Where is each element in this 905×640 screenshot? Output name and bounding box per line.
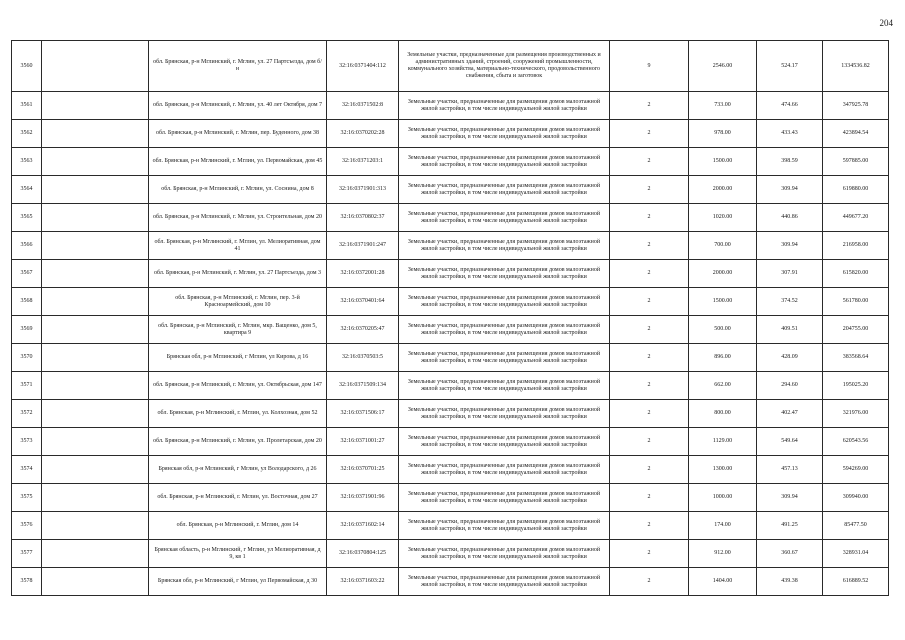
- specific-value-cell: 457.13: [757, 456, 823, 484]
- cadastral-value-cell: 321976.00: [823, 400, 889, 428]
- cadastral-number-cell: 32:16:0370701:25: [327, 456, 399, 484]
- empty-cell: [42, 92, 149, 120]
- table-row: [12, 344, 889, 372]
- row-number: 3568: [12, 288, 42, 316]
- address-cell: обл. Брянская, р-н Мглинский, г. Мглин, ул. Первомайская, дом 45: [149, 148, 327, 176]
- table-row: [12, 540, 889, 568]
- cadastral-value-cell: 616889.52: [823, 568, 889, 596]
- area-cell: 896.00: [689, 344, 757, 372]
- specific-value-cell: 428.09: [757, 344, 823, 372]
- table-row: [12, 148, 889, 176]
- row-number: 3565: [12, 204, 42, 232]
- cadastral-number-cell: 32:16:0370804:125: [327, 540, 399, 568]
- table-row: [12, 512, 889, 540]
- empty-cell: [42, 400, 149, 428]
- empty-cell: [42, 484, 149, 512]
- area-cell: 1500.00: [689, 148, 757, 176]
- land-use-cell: Земельные участки, предназначенные для размещения домов малоэтажной жилой застройки, в том числе индивидуальной жилой застройки: [399, 484, 610, 512]
- land-use-cell: Земельные участки, предназначенные для размещения производственных и административных зданий, строений, сооружений промышленности, коммунального хозяйства, материально-технического, продовольственного снабжения, сбыта и заготовок: [399, 41, 610, 92]
- table-row: [12, 176, 889, 204]
- land-use-cell: Земельные участки, предназначенные для размещения домов малоэтажной жилой застройки, в том числе индивидуальной жилой застройки: [399, 288, 610, 316]
- empty-cell: [42, 41, 149, 92]
- group-cell: 2: [610, 428, 689, 456]
- specific-value-cell: 409.51: [757, 316, 823, 344]
- area-cell: 2546.00: [689, 41, 757, 92]
- table-row: [12, 288, 889, 316]
- land-use-cell: Земельные участки, предназначенные для размещения домов малоэтажной жилой застройки, в том числе индивидуальной жилой застройки: [399, 176, 610, 204]
- empty-cell: [42, 344, 149, 372]
- row-number: 3561: [12, 92, 42, 120]
- row-number: 3569: [12, 316, 42, 344]
- row-number: 3567: [12, 260, 42, 288]
- cadastral-value-cell: 347925.78: [823, 92, 889, 120]
- area-cell: 2000.00: [689, 260, 757, 288]
- cadastral-number-cell: 32:16:0371001:27: [327, 428, 399, 456]
- address-cell: Брянская обл, р-н Мглинский, г Мглин, ул Володарского, д 26: [149, 456, 327, 484]
- table-row: [12, 260, 889, 288]
- cadastral-number-cell: 32:16:0371603:22: [327, 568, 399, 596]
- address-cell: обл. Брянская, р-н Мглинский, г. Мглин, пер. 3-й Красноармейский, дом 10: [149, 288, 327, 316]
- address-cell: обл. Брянская, р-н Мглинский, г. Мглин, ул. Пролетарская, дом 20: [149, 428, 327, 456]
- land-use-cell: Земельные участки, предназначенные для размещения домов малоэтажной жилой застройки, в том числе индивидуальной жилой застройки: [399, 148, 610, 176]
- page-number: 204: [879, 18, 893, 28]
- area-cell: 912.00: [689, 540, 757, 568]
- table-row: [12, 232, 889, 260]
- address-cell: обл. Брянская, р-н Мглинский, г. Мглин, мкр. Ващенко, дом 5, квартира 9: [149, 316, 327, 344]
- specific-value-cell: 309.94: [757, 484, 823, 512]
- address-cell: обл. Брянская, р-н Мглинский, г. Мглин, дом 14: [149, 512, 327, 540]
- specific-value-cell: 524.17: [757, 41, 823, 92]
- cadastral-value-cell: 216958.00: [823, 232, 889, 260]
- cadastral-value-cell: 1334536.82: [823, 41, 889, 92]
- empty-cell: [42, 288, 149, 316]
- row-number: 3571: [12, 372, 42, 400]
- area-cell: 2000.00: [689, 176, 757, 204]
- empty-cell: [42, 148, 149, 176]
- cadastral-number-cell: 32:16:0371506:17: [327, 400, 399, 428]
- row-number: 3577: [12, 540, 42, 568]
- area-cell: 1300.00: [689, 456, 757, 484]
- address-cell: обл. Брянская, р-н Мглинский, г. Мглин, ул. Колхозная, дом 52: [149, 400, 327, 428]
- address-cell: Брянская область, р-н Мглинский, г Мглин, ул Мелиоративная, д 9, кв 1: [149, 540, 327, 568]
- row-number: 3572: [12, 400, 42, 428]
- area-cell: 1129.00: [689, 428, 757, 456]
- cadastral-number-cell: 32:16:0370205:47: [327, 316, 399, 344]
- cadastral-value-cell: 615820.00: [823, 260, 889, 288]
- group-cell: 2: [610, 176, 689, 204]
- cadastral-number-cell: 32:16:0371901:96: [327, 484, 399, 512]
- table-row: [12, 428, 889, 456]
- group-cell: 2: [610, 512, 689, 540]
- area-cell: 1500.00: [689, 288, 757, 316]
- specific-value-cell: 549.64: [757, 428, 823, 456]
- cadastral-value-cell: 449677.20: [823, 204, 889, 232]
- cadastral-number-cell: 32:16:0371404:112: [327, 41, 399, 92]
- area-cell: 1404.00: [689, 568, 757, 596]
- cadastral-value-cell: 423894.54: [823, 120, 889, 148]
- cadastral-value-cell: 195025.20: [823, 372, 889, 400]
- specific-value-cell: 433.43: [757, 120, 823, 148]
- land-use-cell: Земельные участки, предназначенные для размещения домов малоэтажной жилой застройки, в том числе индивидуальной жилой застройки: [399, 92, 610, 120]
- table-row: [12, 400, 889, 428]
- area-cell: 662.00: [689, 372, 757, 400]
- group-cell: 2: [610, 204, 689, 232]
- cadastral-value-cell: 620543.56: [823, 428, 889, 456]
- group-cell: 2: [610, 92, 689, 120]
- cadastral-value-cell: 619880.00: [823, 176, 889, 204]
- cadastral-value-cell: 85477.50: [823, 512, 889, 540]
- address-cell: обл. Брянская, р-н Мглинский, г. Мглин, ул. 27 Партсъезда, дом 3: [149, 260, 327, 288]
- empty-cell: [42, 176, 149, 204]
- group-cell: 2: [610, 232, 689, 260]
- land-use-cell: Земельные участки, предназначенные для размещения домов малоэтажной жилой застройки, в том числе индивидуальной жилой застройки: [399, 372, 610, 400]
- specific-value-cell: 491.25: [757, 512, 823, 540]
- group-cell: 2: [610, 540, 689, 568]
- land-use-cell: Земельные участки, предназначенные для размещения домов малоэтажной жилой застройки, в том числе индивидуальной жилой застройки: [399, 568, 610, 596]
- table-row: [12, 92, 889, 120]
- row-number: 3576: [12, 512, 42, 540]
- row-number: 3562: [12, 120, 42, 148]
- specific-value-cell: 439.38: [757, 568, 823, 596]
- row-number: 3563: [12, 148, 42, 176]
- group-cell: 2: [610, 484, 689, 512]
- group-cell: 2: [610, 260, 689, 288]
- cadastral-value-cell: 594269.00: [823, 456, 889, 484]
- area-cell: 700.00: [689, 232, 757, 260]
- table-row: [12, 204, 889, 232]
- specific-value-cell: 294.60: [757, 372, 823, 400]
- area-cell: 978.00: [689, 120, 757, 148]
- table-row: [12, 372, 889, 400]
- cadastral-number-cell: 32:16:0371509:134: [327, 372, 399, 400]
- cadastral-number-cell: 32:16:0371901:313: [327, 176, 399, 204]
- cadastral-value-cell: 204755.00: [823, 316, 889, 344]
- row-number: 3566: [12, 232, 42, 260]
- specific-value-cell: 374.52: [757, 288, 823, 316]
- group-cell: 2: [610, 316, 689, 344]
- specific-value-cell: 309.94: [757, 176, 823, 204]
- row-number: 3560: [12, 41, 42, 92]
- group-cell: 2: [610, 120, 689, 148]
- cadastral-number-cell: 32:16:0372001:28: [327, 260, 399, 288]
- specific-value-cell: 360.67: [757, 540, 823, 568]
- area-cell: 174.00: [689, 512, 757, 540]
- land-use-cell: Земельные участки, предназначенные для размещения домов малоэтажной жилой застройки, в том числе индивидуальной жилой застройки: [399, 120, 610, 148]
- address-cell: обл. Брянская, р-н Мглинский, г. Мглин, пер. Буденного, дом 38: [149, 120, 327, 148]
- land-use-cell: Земельные участки, предназначенные для размещения домов малоэтажной жилой застройки, в том числе индивидуальной жилой застройки: [399, 428, 610, 456]
- cadastral-value-cell: 383568.64: [823, 344, 889, 372]
- cadastral-number-cell: 32:16:0371901:247: [327, 232, 399, 260]
- table-row: [12, 456, 889, 484]
- area-cell: 800.00: [689, 400, 757, 428]
- group-cell: 2: [610, 288, 689, 316]
- land-use-cell: Земельные участки, предназначенные для размещения домов малоэтажной жилой застройки, в том числе индивидуальной жилой застройки: [399, 344, 610, 372]
- area-cell: 1000.00: [689, 484, 757, 512]
- specific-value-cell: 402.47: [757, 400, 823, 428]
- cadastral-value-cell: 561780.00: [823, 288, 889, 316]
- cadastral-number-cell: 32:16:0370401:64: [327, 288, 399, 316]
- land-registry-table: [11, 40, 889, 596]
- row-number: 3570: [12, 344, 42, 372]
- cadastral-value-cell: 597885.00: [823, 148, 889, 176]
- group-cell: 2: [610, 400, 689, 428]
- empty-cell: [42, 512, 149, 540]
- row-number: 3574: [12, 456, 42, 484]
- group-cell: 2: [610, 568, 689, 596]
- cadastral-number-cell: 32:16:0370503:5: [327, 344, 399, 372]
- table-row: [12, 120, 889, 148]
- cadastral-value-cell: 328931.04: [823, 540, 889, 568]
- address-cell: Брянская обл, р-н Мглинский, г Мглин, ул Кирова, д 16: [149, 344, 327, 372]
- address-cell: обл. Брянская, р-н Мглинский, г. Мглин, ул. Соснина, дом 8: [149, 176, 327, 204]
- land-use-cell: Земельные участки, предназначенные для размещения домов малоэтажной жилой застройки, в том числе индивидуальной жилой застройки: [399, 316, 610, 344]
- cadastral-number-cell: 32:16:0370802:37: [327, 204, 399, 232]
- land-use-cell: Земельные участки, предназначенные для размещения домов малоэтажной жилой застройки, в том числе индивидуальной жилой застройки: [399, 540, 610, 568]
- land-use-cell: Земельные участки, предназначенные для размещения домов малоэтажной жилой застройки, в том числе индивидуальной жилой застройки: [399, 456, 610, 484]
- row-number: 3573: [12, 428, 42, 456]
- table-row: [12, 568, 889, 596]
- area-cell: 733.00: [689, 92, 757, 120]
- empty-cell: [42, 456, 149, 484]
- specific-value-cell: 398.59: [757, 148, 823, 176]
- group-cell: 2: [610, 344, 689, 372]
- specific-value-cell: 309.94: [757, 232, 823, 260]
- empty-cell: [42, 204, 149, 232]
- empty-cell: [42, 540, 149, 568]
- group-cell: 2: [610, 148, 689, 176]
- land-use-cell: Земельные участки, предназначенные для размещения домов малоэтажной жилой застройки, в том числе индивидуальной жилой застройки: [399, 400, 610, 428]
- specific-value-cell: 440.86: [757, 204, 823, 232]
- address-cell: обл. Брянская, р-н Мглинский, г. Мглин, ул. 40 лет Октября, дом 7: [149, 92, 327, 120]
- cadastral-number-cell: 32:16:0371502:8: [327, 92, 399, 120]
- empty-cell: [42, 120, 149, 148]
- row-number: 3564: [12, 176, 42, 204]
- address-cell: обл. Брянская, р-н Мглинский, г. Мглин, ул. 27 Партсъезда, дом б/н: [149, 41, 327, 92]
- area-cell: 1020.00: [689, 204, 757, 232]
- land-use-cell: Земельные участки, предназначенные для размещения домов малоэтажной жилой застройки, в том числе индивидуальной жилой застройки: [399, 512, 610, 540]
- row-number: 3575: [12, 484, 42, 512]
- land-use-cell: Земельные участки, предназначенные для размещения домов малоэтажной жилой застройки, в том числе индивидуальной жилой застройки: [399, 204, 610, 232]
- cadastral-number-cell: 32:16:0370202:28: [327, 120, 399, 148]
- empty-cell: [42, 316, 149, 344]
- empty-cell: [42, 428, 149, 456]
- group-cell: 2: [610, 372, 689, 400]
- table-row: [12, 316, 889, 344]
- row-number: 3578: [12, 568, 42, 596]
- cadastral-number-cell: 32:16:0371203:1: [327, 148, 399, 176]
- land-use-cell: Земельные участки, предназначенные для размещения домов малоэтажной жилой застройки, в том числе индивидуальной жилой застройки: [399, 260, 610, 288]
- empty-cell: [42, 260, 149, 288]
- address-cell: обл. Брянская, р-н Мглинский, г. Мглин, ул. Мелиоративная, дом 41: [149, 232, 327, 260]
- cadastral-number-cell: 32:16:0371602:14: [327, 512, 399, 540]
- cadastral-value-cell: 309940.00: [823, 484, 889, 512]
- address-cell: обл. Брянская, р-н Мглинский, г. Мглин, ул. Восточная, дом 27: [149, 484, 327, 512]
- specific-value-cell: 307.91: [757, 260, 823, 288]
- group-cell: 9: [610, 41, 689, 92]
- specific-value-cell: 474.66: [757, 92, 823, 120]
- table-row: [12, 484, 889, 512]
- empty-cell: [42, 232, 149, 260]
- land-use-cell: Земельные участки, предназначенные для размещения домов малоэтажной жилой застройки, в том числе индивидуальной жилой застройки: [399, 232, 610, 260]
- address-cell: обл. Брянская, р-н Мглинский, г. Мглин, ул. Строительная, дом 20: [149, 204, 327, 232]
- group-cell: 2: [610, 456, 689, 484]
- address-cell: Брянская обл, р-н Мглинский, г Мглин, ул Первомайская, д 30: [149, 568, 327, 596]
- table-row: [12, 41, 889, 92]
- area-cell: 500.00: [689, 316, 757, 344]
- address-cell: обл. Брянская, р-н Мглинский, г. Мглин, ул. Октябрьская, дом 147: [149, 372, 327, 400]
- empty-cell: [42, 372, 149, 400]
- empty-cell: [42, 568, 149, 596]
